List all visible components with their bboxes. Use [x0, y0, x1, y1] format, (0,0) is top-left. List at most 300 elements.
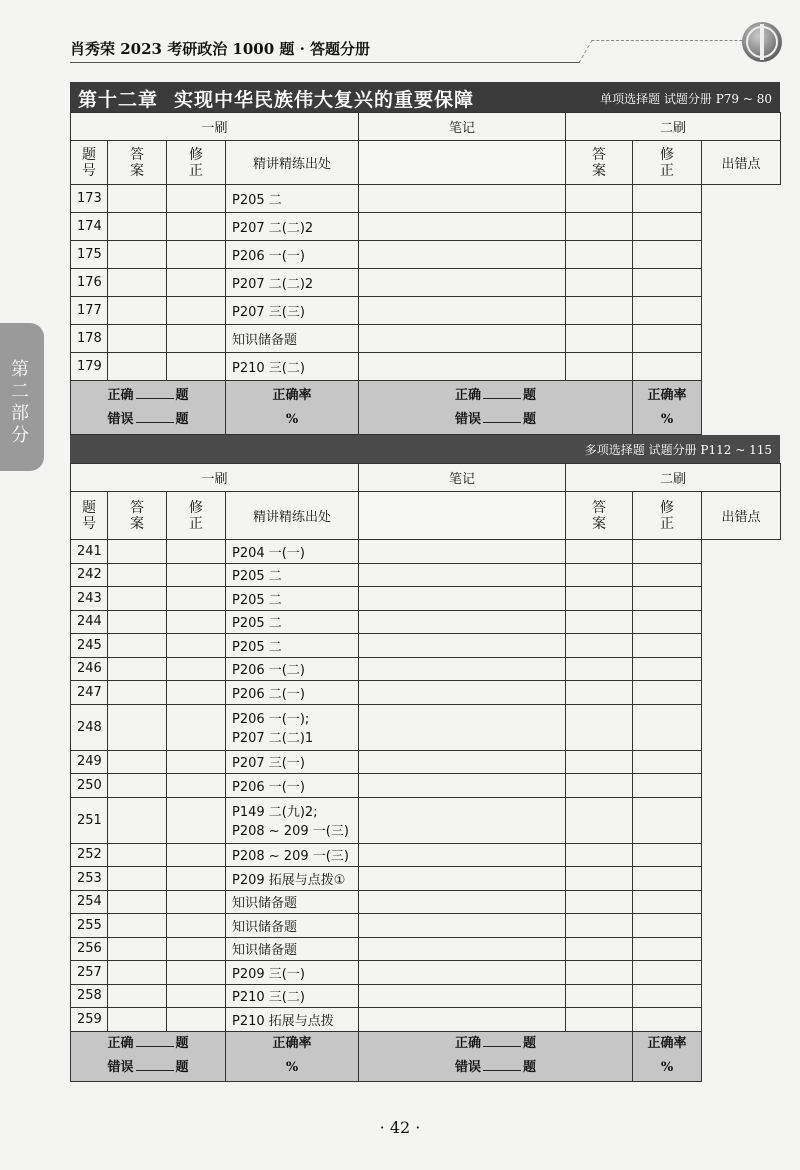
table-row: [71, 797, 781, 843]
chapter-number: 第十二章: [78, 89, 159, 111]
table-row: [71, 213, 781, 241]
answer-cell-2[interactable]: [359, 961, 566, 985]
correct-line: [71, 1032, 225, 1056]
source-line: P210 三(二): [232, 361, 305, 376]
fix-cell[interactable]: [167, 984, 226, 1008]
answer-cell[interactable]: [108, 774, 167, 798]
answer-cell[interactable]: [108, 914, 167, 938]
fix-cell[interactable]: [167, 961, 226, 985]
error-point-cell[interactable]: [633, 937, 702, 961]
answer-cell[interactable]: [108, 185, 167, 213]
source-ref: [226, 750, 359, 774]
group-header-row: [71, 113, 781, 141]
answer-cell-2[interactable]: [359, 185, 566, 213]
wrong-label: 错误: [455, 1060, 482, 1075]
question-number: 245: [71, 634, 108, 658]
table-row: [71, 890, 781, 914]
rate-label: 正确率: [647, 387, 687, 403]
source-line: P208 ~ 209 一(三): [232, 849, 349, 865]
question-number: 178: [71, 325, 108, 353]
error-point-cell[interactable]: [633, 610, 702, 634]
rate-label: 正确率: [272, 1036, 312, 1051]
source-line: P206 二(一): [232, 686, 305, 702]
answer-cell-2[interactable]: [359, 297, 566, 325]
fix-cell[interactable]: [167, 867, 226, 891]
percent-sign: %: [660, 1060, 674, 1075]
question-number: 246: [71, 657, 108, 681]
answer-cell[interactable]: [108, 867, 167, 891]
answer-cell-2[interactable]: [359, 867, 566, 891]
source-ref: [226, 241, 359, 269]
error-point-cell[interactable]: [633, 867, 702, 891]
round1-header: 一刷: [71, 464, 359, 492]
wrong-line: [359, 408, 632, 432]
fix-cell[interactable]: [167, 563, 226, 587]
correct-label: 正确: [455, 1036, 482, 1051]
table-row: [71, 634, 781, 658]
wrong-blank[interactable]: [483, 412, 521, 423]
fix-cell-2[interactable]: [566, 843, 633, 867]
correct-blank[interactable]: [136, 1036, 174, 1047]
source-ref: [226, 297, 359, 325]
answer-cell[interactable]: [108, 269, 167, 297]
rate-cell: [633, 381, 702, 435]
table-row: [71, 269, 781, 297]
answer-cell-2[interactable]: [359, 797, 566, 843]
source-ref: [226, 213, 359, 241]
error-point-cell[interactable]: [633, 890, 702, 914]
fix-cell[interactable]: [167, 241, 226, 269]
source-header: 精讲精练出处: [226, 141, 359, 185]
answer-cell[interactable]: [108, 325, 167, 353]
error-point-cell[interactable]: [633, 774, 702, 798]
error-point-cell[interactable]: [633, 750, 702, 774]
answer-cell[interactable]: [108, 213, 167, 241]
rate-cell: [226, 1031, 359, 1081]
wrong-line: [359, 1056, 632, 1080]
source-line: P205 二: [232, 616, 282, 632]
answer-cell-2[interactable]: [359, 984, 566, 1008]
error-point-cell[interactable]: [633, 681, 702, 705]
table-row: [71, 750, 781, 774]
answer-cell[interactable]: [108, 241, 167, 269]
answer-cell-2[interactable]: [359, 353, 566, 381]
table-row: [71, 774, 781, 798]
answer-cell[interactable]: [108, 657, 167, 681]
fix-cell-2[interactable]: [566, 984, 633, 1008]
table-row: [71, 914, 781, 938]
question-number: 244: [71, 610, 108, 634]
source-line: P204 一(一): [232, 545, 305, 561]
answer-cell[interactable]: [108, 540, 167, 564]
fix-cell-2[interactable]: [566, 297, 633, 325]
question-number: 253: [71, 867, 108, 891]
error-point-cell[interactable]: [633, 563, 702, 587]
fix-cell[interactable]: [167, 657, 226, 681]
answer-cell-2[interactable]: [359, 269, 566, 297]
question-number: 256: [71, 937, 108, 961]
fix-cell[interactable]: [167, 890, 226, 914]
source-line: 知识储备题: [232, 919, 298, 935]
source-line: P205 二: [232, 592, 282, 608]
error-point-cell[interactable]: [633, 297, 702, 325]
answer-cell-2[interactable]: [359, 681, 566, 705]
source-line: P206 一(一): [232, 779, 305, 795]
unit-label: 题: [175, 1036, 189, 1051]
fix-cell-2[interactable]: [566, 937, 633, 961]
wrong-label: 错误: [107, 1060, 134, 1075]
unit-label: 题: [175, 411, 189, 427]
correct-label: 正确: [455, 387, 482, 403]
source-line: P149 二(九)2;: [232, 805, 318, 820]
table-row: [71, 704, 781, 750]
source-line: P205 二: [232, 193, 282, 208]
correct-blank[interactable]: [483, 388, 521, 399]
answer-cell[interactable]: [108, 1008, 167, 1032]
source-ref: [226, 1008, 359, 1032]
source-header: 精讲精练出处: [226, 492, 359, 540]
tally-cell: [359, 381, 633, 435]
fix-cell-2[interactable]: [566, 185, 633, 213]
answer-header: 答案: [130, 146, 144, 179]
source-ref: [226, 540, 359, 564]
fix-cell[interactable]: [167, 797, 226, 843]
question-number: 176: [71, 269, 108, 297]
question-number: 249: [71, 750, 108, 774]
answer-header: 答案: [130, 499, 144, 532]
fix-cell-2[interactable]: [566, 634, 633, 658]
table-row: [71, 657, 781, 681]
percent-sign: %: [660, 411, 674, 427]
fix-cell-2[interactable]: [566, 774, 633, 798]
fix-cell-2[interactable]: [566, 353, 633, 381]
error-point-cell[interactable]: [633, 540, 702, 564]
fix-cell[interactable]: [167, 185, 226, 213]
fix-cell-2[interactable]: [566, 610, 633, 634]
answer-cell[interactable]: [108, 890, 167, 914]
answer-cell-2[interactable]: [359, 843, 566, 867]
fix-cell[interactable]: [167, 540, 226, 564]
question-number: 242: [71, 563, 108, 587]
fix-cell-2[interactable]: [566, 704, 633, 750]
answer-cell[interactable]: [108, 353, 167, 381]
question-number: 243: [71, 587, 108, 611]
summary-row: [71, 1031, 781, 1081]
answer-cell-2[interactable]: [359, 914, 566, 938]
source-line: P207 二(二)2: [232, 221, 314, 236]
error-point-cell[interactable]: [633, 269, 702, 297]
multi-choice-answer-table: [70, 463, 781, 1082]
table-row: [71, 540, 781, 564]
correct-blank[interactable]: [483, 1036, 521, 1047]
table-row: [71, 325, 781, 353]
fix-cell[interactable]: [167, 843, 226, 867]
fix-cell[interactable]: [167, 269, 226, 297]
question-number: 254: [71, 890, 108, 914]
source-ref: [226, 937, 359, 961]
tally-cell: [71, 381, 226, 435]
fix-cell-2[interactable]: [566, 213, 633, 241]
error-point-cell[interactable]: [633, 213, 702, 241]
question-number: 257: [71, 961, 108, 985]
source-line: P205 二: [232, 639, 282, 655]
table-row: [71, 937, 781, 961]
wrong-blank[interactable]: [483, 1060, 521, 1071]
fix-cell-2[interactable]: [566, 563, 633, 587]
fix-cell[interactable]: [167, 325, 226, 353]
fix-cell-2[interactable]: [566, 325, 633, 353]
multi-choice-section-label: 多项选择题 试题分册 P112 ~ 115: [584, 443, 772, 457]
source-ref: [226, 353, 359, 381]
page-number: · 42 ·: [379, 1118, 421, 1137]
answer-cell-2[interactable]: [359, 890, 566, 914]
source-ref: [226, 269, 359, 297]
source-ref: [226, 961, 359, 985]
summary-row: [71, 381, 781, 435]
header-decoration: [578, 40, 742, 63]
fix-cell[interactable]: [167, 750, 226, 774]
answer-cell-2[interactable]: [359, 587, 566, 611]
table-row: [71, 681, 781, 705]
answer-cell[interactable]: [108, 750, 167, 774]
error-point-cell[interactable]: [633, 843, 702, 867]
table-row: [71, 353, 781, 381]
single-choice-answer-table: [70, 112, 781, 435]
unit-label: 题: [523, 1036, 537, 1051]
rate-cell: [633, 1031, 702, 1081]
source-line: P207 三(一): [232, 756, 305, 772]
source-line: P206 一(一): [232, 249, 305, 264]
wrong-line: [71, 1056, 225, 1080]
table-row: [71, 587, 781, 611]
answer-cell[interactable]: [108, 797, 167, 843]
error-point-cell[interactable]: [633, 1008, 702, 1032]
unit-label: 题: [523, 411, 537, 427]
fix-cell[interactable]: [167, 1008, 226, 1032]
source-line: P209 三(一): [232, 966, 305, 982]
answer-cell[interactable]: [108, 843, 167, 867]
fix-cell-2[interactable]: [566, 750, 633, 774]
answer-cell[interactable]: [108, 961, 167, 985]
answer-cell[interactable]: [108, 297, 167, 325]
error-point-cell[interactable]: [633, 704, 702, 750]
correct-blank[interactable]: [136, 388, 174, 399]
rate-label: 正确率: [272, 387, 312, 403]
source-ref: [226, 563, 359, 587]
answer-cell-2[interactable]: [359, 241, 566, 269]
table-row: [71, 961, 781, 985]
question-number: 177: [71, 297, 108, 325]
source-line: P208 ~ 209 一(三): [232, 824, 349, 839]
source-ref: [226, 774, 359, 798]
source-line: 知识储备题: [232, 333, 298, 348]
part-label: 第二部分: [11, 359, 29, 446]
answer-cell-2[interactable]: [359, 937, 566, 961]
source-line: P206 一(二): [232, 663, 305, 679]
table-row: [71, 984, 781, 1008]
answer-cell[interactable]: [108, 984, 167, 1008]
header-rule: [70, 62, 580, 63]
round1-header: 一刷: [71, 113, 359, 141]
unit-label: 题: [523, 387, 537, 403]
table-row: [71, 297, 781, 325]
fix-cell[interactable]: [167, 704, 226, 750]
fix-cell[interactable]: [167, 634, 226, 658]
fix-cell-2[interactable]: [566, 269, 633, 297]
notes-area[interactable]: [359, 141, 566, 185]
answer-cell-2[interactable]: [359, 610, 566, 634]
source-ref: [226, 797, 359, 843]
correct-label: 正确: [107, 1036, 134, 1051]
question-number: 179: [71, 353, 108, 381]
fix-cell-2[interactable]: [566, 961, 633, 985]
source-ref: [226, 984, 359, 1008]
answer-cell-2[interactable]: [359, 1008, 566, 1032]
percent-sign: %: [285, 1060, 299, 1075]
answer-header-2: 答案: [592, 499, 607, 532]
source-ref: [226, 587, 359, 611]
answer-cell[interactable]: [108, 563, 167, 587]
fix-cell[interactable]: [167, 937, 226, 961]
fix-cell-2[interactable]: [566, 241, 633, 269]
answer-cell[interactable]: [108, 634, 167, 658]
fix-cell-2[interactable]: [566, 867, 633, 891]
source-line: 知识储备题: [232, 896, 298, 912]
source-line: P210 三(二): [232, 990, 305, 1006]
wrong-line: [71, 408, 225, 432]
fix-cell-2[interactable]: [566, 657, 633, 681]
question-number: 248: [71, 704, 108, 750]
book-title: 肖秀荣 2023 考研政治 1000 题 · 答题分册: [70, 40, 371, 58]
notes-header: 笔记: [359, 464, 566, 492]
answer-cell-2[interactable]: [359, 750, 566, 774]
error-point-cell[interactable]: [633, 634, 702, 658]
answer-cell-2[interactable]: [359, 704, 566, 750]
table-row: [71, 843, 781, 867]
source-ref: [226, 843, 359, 867]
answer-cell[interactable]: [108, 610, 167, 634]
source-line: P210 拓展与点拨: [232, 1013, 334, 1029]
fix-cell[interactable]: [167, 587, 226, 611]
unit-label: 题: [175, 1060, 189, 1075]
answer-cell-2[interactable]: [359, 213, 566, 241]
source-ref: [226, 914, 359, 938]
group-header-row: [71, 464, 781, 492]
answer-cell-2[interactable]: [359, 774, 566, 798]
answer-cell[interactable]: [108, 937, 167, 961]
error-point-cell[interactable]: [633, 587, 702, 611]
fix-cell-2[interactable]: [566, 681, 633, 705]
fix-cell[interactable]: [167, 297, 226, 325]
unit-label: 题: [523, 1060, 537, 1075]
table-row: [71, 1008, 781, 1032]
question-number: 247: [71, 681, 108, 705]
correct-line: [71, 384, 225, 408]
unit-label: 题: [175, 387, 189, 403]
part-side-tab: [0, 323, 44, 471]
fix-cell[interactable]: [167, 774, 226, 798]
source-ref: [226, 867, 359, 891]
fix-header: 修正: [189, 146, 203, 179]
table-row: [71, 185, 781, 213]
error-point-cell[interactable]: [633, 241, 702, 269]
answer-cell-2[interactable]: [359, 325, 566, 353]
source-ref: [226, 890, 359, 914]
question-number: 255: [71, 914, 108, 938]
fix-cell-2[interactable]: [566, 587, 633, 611]
round2-header: 二刷: [566, 113, 781, 141]
fix-cell[interactable]: [167, 213, 226, 241]
wrong-label: 错误: [107, 411, 134, 427]
error-point-cell[interactable]: [633, 657, 702, 681]
answer-cell[interactable]: [108, 587, 167, 611]
source-line: P207 二(二)1: [232, 731, 314, 746]
fix-cell-2[interactable]: [566, 1008, 633, 1032]
source-ref: [226, 610, 359, 634]
source-ref: [226, 185, 359, 213]
wrong-blank[interactable]: [136, 412, 174, 423]
correct-label: 正确: [107, 387, 134, 403]
answer-cell[interactable]: [108, 681, 167, 705]
fix-header-2: 修正: [660, 146, 675, 179]
correct-line: [359, 1032, 632, 1056]
error-point-cell[interactable]: [633, 914, 702, 938]
fix-cell[interactable]: [167, 914, 226, 938]
question-number: 252: [71, 843, 108, 867]
column-header-row: [71, 141, 781, 185]
error-point-cell[interactable]: [633, 961, 702, 985]
answer-cell-2[interactable]: [359, 540, 566, 564]
fix-header-2: 修正: [660, 499, 675, 532]
source-line: P206 一(一);: [232, 712, 310, 727]
fix-cell-2[interactable]: [566, 540, 633, 564]
error-point-cell[interactable]: [633, 325, 702, 353]
answer-cell[interactable]: [108, 704, 167, 750]
table-row: [71, 610, 781, 634]
error-point-cell[interactable]: [633, 353, 702, 381]
fix-cell-2[interactable]: [566, 914, 633, 938]
chapter-heading: [78, 85, 474, 112]
answer-cell-2[interactable]: [359, 657, 566, 681]
fix-cell[interactable]: [167, 610, 226, 634]
round2-header: 二刷: [566, 464, 781, 492]
question-number: 258: [71, 984, 108, 1008]
fix-header: 修正: [189, 499, 203, 532]
source-line: P205 二: [232, 569, 282, 585]
globe-logo-icon: [742, 22, 782, 62]
question-number: 241: [71, 540, 108, 564]
source-ref: [226, 704, 359, 750]
answer-cell-2[interactable]: [359, 563, 566, 587]
fix-cell[interactable]: [167, 681, 226, 705]
source-line: P207 二(二)2: [232, 277, 314, 292]
answer-cell-2[interactable]: [359, 634, 566, 658]
error-point-cell[interactable]: [633, 185, 702, 213]
num-header: 题号: [82, 499, 96, 532]
notes-area[interactable]: [359, 492, 566, 540]
num-header: 题号: [82, 146, 96, 179]
fix-cell-2[interactable]: [566, 797, 633, 843]
fix-cell-2[interactable]: [566, 890, 633, 914]
error-point-cell[interactable]: [633, 984, 702, 1008]
answer-header-2: 答案: [592, 146, 607, 179]
fix-cell[interactable]: [167, 353, 226, 381]
wrong-label: 错误: [455, 411, 482, 427]
wrong-blank[interactable]: [136, 1060, 174, 1071]
source-ref: [226, 657, 359, 681]
error-point-cell[interactable]: [633, 797, 702, 843]
correct-line: [359, 384, 632, 408]
